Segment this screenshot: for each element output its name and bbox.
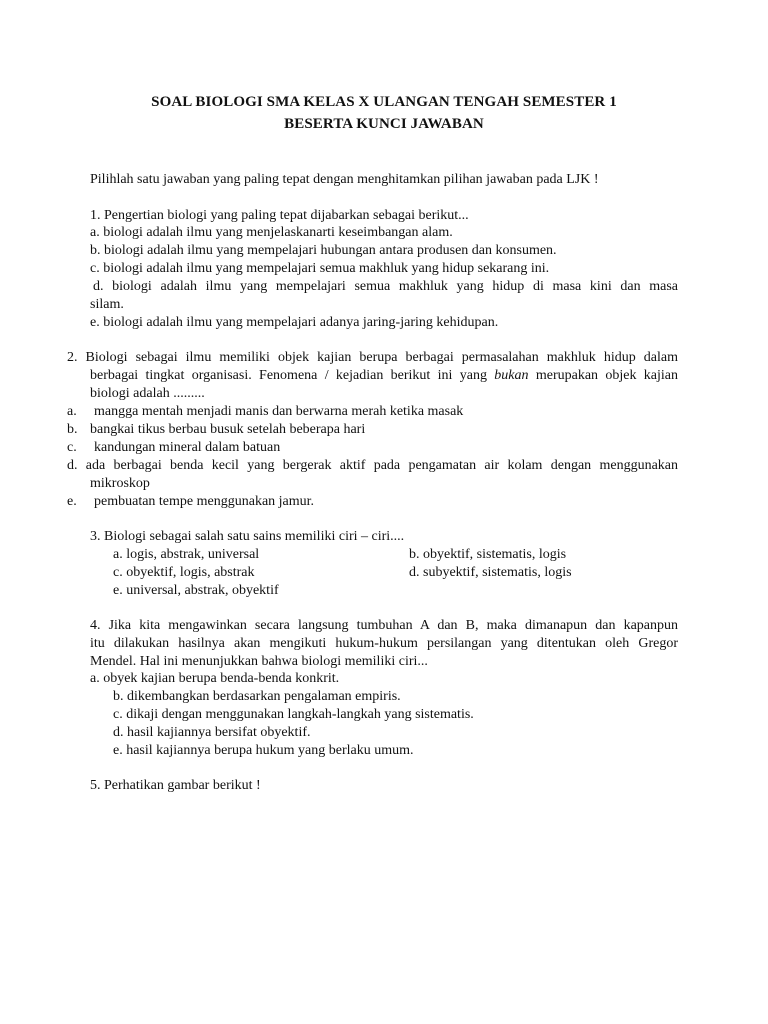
question-2-line-2-start: berbagai tingkat organisasi. Fenomena / kejadian berikut ini yang	[90, 368, 495, 383]
question-5-text: 5. Perhatikan gambar berikut !	[90, 778, 261, 793]
question-2-option-d-line-2: mikroskop	[90, 476, 150, 491]
option-text: kandungan mineral dalam batuan	[94, 440, 281, 455]
question-1-option-a: a. biologi adalah ilmu yang menjelaskanarti keseimbangan alam.	[90, 225, 453, 240]
question-1-option-d-line-2: silam.	[90, 297, 124, 312]
option-label: c.	[67, 440, 77, 455]
question-2-line-1: 2. Biologi sebagai ilmu memiliki objek kajian berupa berbagai permasalahan makhluk hidup dalam	[67, 350, 678, 365]
question-2-emphasis: bukan	[494, 368, 529, 383]
question-3-text: 3. Biologi sebagai salah satu sains memiliki ciri – ciri....	[90, 529, 405, 544]
document-title-line-2: BESERTA KUNCI JAWABAN	[284, 116, 484, 132]
question-1-option-b: b. biologi adalah ilmu yang mempelajari hubungan antara produsen dan konsumen.	[90, 243, 557, 258]
option-text: bangkai tikus berbau busuk setelah beberapa hari	[90, 422, 366, 437]
question-3-option-a: a. logis, abstrak, universal	[113, 547, 260, 562]
option-label: b.	[67, 422, 78, 437]
question-3-option-c: c. obyektif, logis, abstrak	[113, 565, 255, 580]
option-label: a.	[67, 404, 77, 419]
option-text: mangga mentah menjadi manis dan berwarna merah ketika masak	[94, 404, 464, 419]
question-3-option-e: e. universal, abstrak, obyektif	[113, 583, 279, 598]
option-label: e.	[67, 494, 77, 509]
instruction-text: Pilihlah satu jawaban yang paling tepat dengan menghitamkan pilihan jawaban pada LJK !	[90, 172, 599, 187]
question-3-option-b: b. obyektif, sistematis, logis	[409, 547, 567, 562]
question-1-option-c: c. biologi adalah ilmu yang mempelajari semua makhluk yang hidup sekarang ini.	[90, 261, 550, 276]
question-4-option-c: c. dikaji dengan menggunakan langkah-langkah yang sistematis.	[113, 707, 474, 722]
question-2-line-2	[90, 367, 678, 385]
question-4-line-1: 4. Jika kita mengawinkan secara langsung tumbuhan A dan B, maka dimanapun dan kapanpun	[90, 618, 678, 633]
option-text: pembuatan tempe menggunakan jamur.	[94, 494, 315, 509]
question-1-option-e: e. biologi adalah ilmu yang mempelajari adanya jaring-jaring kehidupan.	[90, 315, 499, 330]
question-4-option-b: b. dikembangkan berdasarkan pengalaman empiris.	[113, 689, 401, 704]
question-4-option-d: d. hasil kajiannya bersifat obyektif.	[113, 725, 311, 740]
question-4-line-2: itu dilakukan hasilnya akan mengikuti hukum-hukum persilangan yang ditentukan oleh Gregor	[90, 636, 678, 651]
question-2-line-3: biologi adalah .........	[90, 386, 205, 401]
document-title-line-1: SOAL BIOLOGI SMA KELAS X ULANGAN TENGAH SEMESTER 1	[151, 94, 617, 110]
question-3-option-d: d. subyektif, sistematis, logis	[409, 565, 572, 580]
question-4-line-3: Mendel. Hal ini menunjukkan bahwa biologi memiliki ciri...	[90, 654, 428, 669]
question-1-text: 1. Pengertian biologi yang paling tepat dijabarkan sebagai berikut...	[90, 208, 469, 223]
question-2-option-d-line-1: d. ada berbagai benda kecil yang bergerak aktif pada pengamatan air kolam dengan menggunakan	[67, 458, 678, 473]
question-2-line-2-end: merupakan objek kajian	[528, 368, 678, 383]
question-1-option-d-line-1: d. biologi adalah ilmu yang mempelajari semua makhluk yang hidup di masa kini dan masa	[93, 279, 678, 294]
question-4-option-e: e. hasil kajiannya berupa hukum yang berlaku umum.	[113, 743, 414, 758]
question-4-option-a: a. obyek kajian berupa benda-benda konkrit.	[90, 671, 340, 686]
